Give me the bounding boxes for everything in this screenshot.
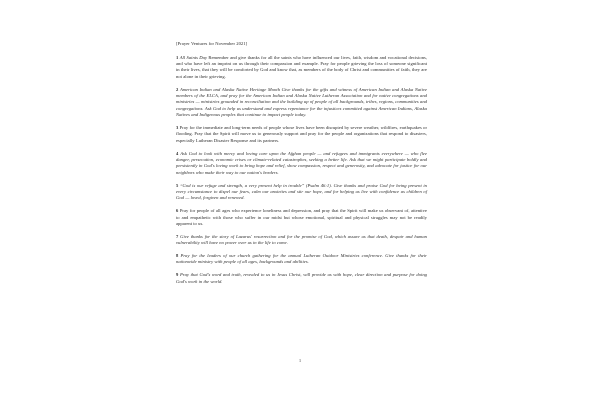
prayer-entry-text: Pray for the immediate and long-term needs of people whose lives have been disrupted by severe weather, wildfires, earthquakes or flooding. Pray that the Spirit will move us to generously support and pray for the people and organizations that respond to disasters, especially Lutheran Disaster Response and its partners. bbox=[176, 124, 427, 143]
prayer-entry bbox=[176, 87, 427, 119]
prayer-entry-number: 4 bbox=[176, 150, 179, 156]
prayer-entry-text: Remember and give thanks for all the saints who have influenced our lives, faith, wisdom and vocational decisions, and who have left an imprint on us through their compassion and example. Pray for people grieving the loss of someone significant in their lives, that they will be comforted by God and know that, as members of the body of Christ and communities of faith, they are not alone in their grieving. bbox=[176, 54, 427, 79]
prayer-entry-number: 1 bbox=[176, 54, 179, 60]
prayer-entry-text: Pray that God's word and truth, revealed to us in Jesus Christ, will provide us with hope, clear direction and purpose for doing God's work in the world. bbox=[176, 272, 427, 284]
prayer-entry bbox=[176, 208, 427, 227]
prayer-entry-number: 2 bbox=[176, 86, 179, 92]
prayer-entry-number: 5 bbox=[176, 182, 179, 188]
prayer-entry bbox=[176, 151, 427, 176]
prayer-entry-number: 6 bbox=[176, 208, 179, 214]
prayer-entry-text: Pray for the leaders of our church gathering for the annual Lutheran Outdoor Ministries conference. Give thanks for their nationwide ministry with people of all ages, backgrounds and abilities. bbox=[176, 253, 427, 265]
prayer-entry-heading: American Indian and Alaska Native Heritage Month bbox=[179, 86, 281, 92]
document-body bbox=[176, 41, 427, 292]
prayer-entry-text: Give thanks for the story of Lazarus' resurrection and for the promise of God, which assure us that death, despair and human vulnerability will have no power over us in the life to come. bbox=[176, 233, 427, 246]
prayer-entry bbox=[176, 272, 427, 285]
prayer-entry-number: 7 bbox=[176, 233, 179, 239]
prayer-entry-heading: All Saints Day bbox=[179, 54, 208, 60]
prayer-entry-text: Give thanks for the gifts and witness of American Indian and Alaska Native members of the ELCA, and pray for the American Indian and Alaska Native Lutheran Association and for native congregations and ministries — ministries grounded in reconciliation and the building up of people of all backgrounds, tribes, regions, communities and congregations. Ask God to help us understand and express repentance for the injustices committed against American Indians, Alaska Natives and Indigenous peoples that continue to impact people today. bbox=[176, 86, 428, 118]
prayer-entry-number: 3 bbox=[176, 124, 179, 130]
prayer-entry bbox=[176, 125, 427, 144]
prayer-entry bbox=[176, 253, 427, 266]
prayer-entry-text: “God is our refuge and strength, a very present help in trouble” (Psalm 46:1). Give thanks and praise God for being present in every circumstance to dispel our fears, calm our anxieties and stir our hope, and for helping us live with confidence as children of God — loved, forgiven and renewed. bbox=[176, 182, 427, 201]
prayer-entry-number: 8 bbox=[176, 253, 179, 259]
document-header: [Prayer Ventures for November 2021] bbox=[176, 41, 248, 46]
prayer-entry bbox=[176, 234, 427, 247]
page-number: 1 bbox=[298, 358, 302, 363]
prayer-entry-text: Ask God to look with mercy and loving care upon the Afghan people — and refugees and immigrants everywhere — who flee danger, persecution, economic crises or climate-related catastrophes, seeking a better life. Ask that we might participate boldly and persistently in God's loving work to bring hope and relief, show compassion, respect and generosity, and advocate for justice for our neighbors who make their way to our nation's borders. bbox=[176, 150, 428, 175]
prayer-entry bbox=[176, 183, 427, 202]
prayer-entry-number: 9 bbox=[176, 272, 179, 278]
prayer-entry bbox=[176, 55, 427, 80]
prayer-entry-text: Pray for people of all ages who experience loneliness and depression, and pray that the Spirit will make us observant of, attentive to and empathetic with those who suffer in our midst but whose emotional, spiritual and physical struggles may not be readily apparent to us. bbox=[176, 208, 427, 226]
prayer-entry-list bbox=[176, 55, 427, 285]
